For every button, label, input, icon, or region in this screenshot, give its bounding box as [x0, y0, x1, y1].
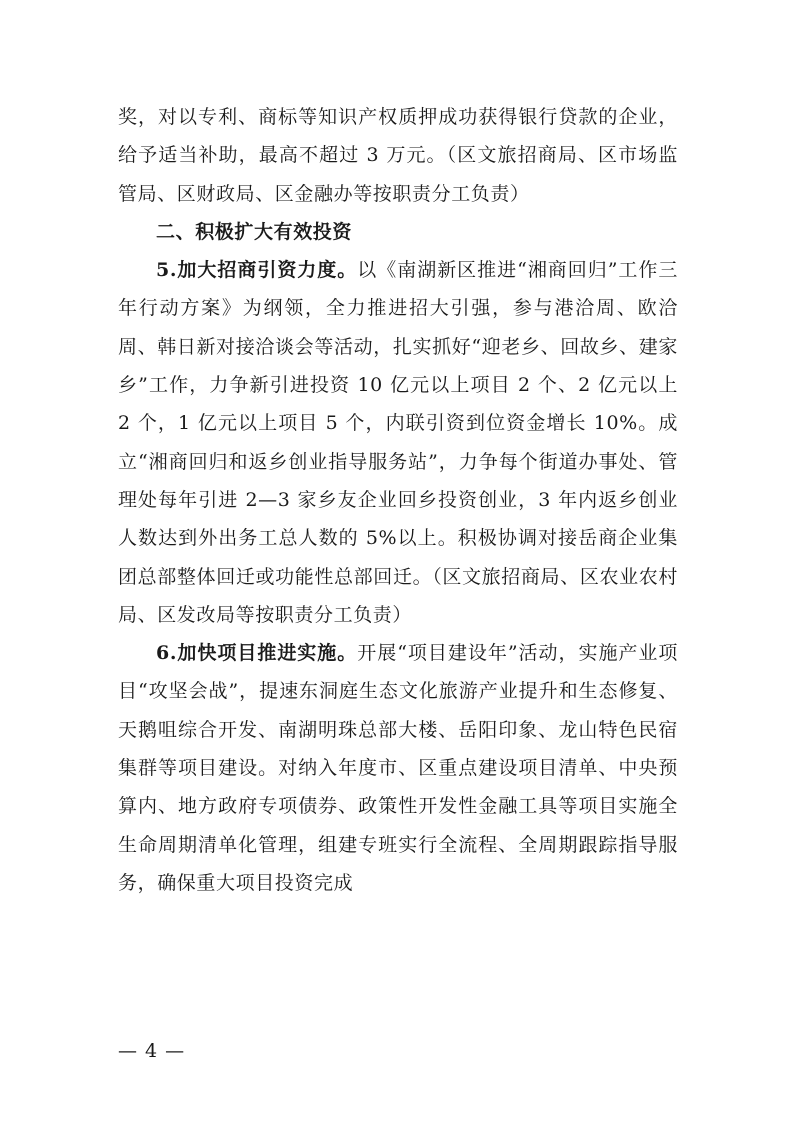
page-number: — 4 —	[118, 1040, 186, 1062]
paragraph-item-6	[118, 634, 678, 902]
item-6-lead: 6.加快项目推进实施。	[156, 642, 358, 665]
section-heading	[118, 213, 678, 251]
paragraph-continuation	[118, 98, 678, 213]
paragraph-item-5	[118, 251, 678, 634]
section-heading-text: 二、积极扩大有效投资	[156, 220, 353, 243]
document-body	[118, 98, 678, 902]
item-6-text: 开展“项目建设年”活动，实施产业项目“攻坚会战”，提速东洞庭生态文化旅游产业提升和生态修复、天鹅咀综合开发、南湖明珠总部大楼、岳阳印象、龙山特色民宿集群等项目建设。对纳入年度市、区重点建设项目清单、中央预算内、地方政府专项债券、政策性开发性金融工具等项目实施全生命周期清单化管理，组建专班实行全流程、全周期跟踪指导服务，确保重大项目投资完成	[118, 642, 678, 894]
item-5-lead: 5.加大招商引资力度。	[156, 259, 358, 282]
item-5-text: 以《南湖新区推进“湘商回归”工作三年行动方案》为纲领，全力推进招大引强，参与港洽周、欧洽周、韩日新对接洽谈会等活动，扎实抓好“迎老乡、回故乡、建家乡”工作，力争新引进投资 10 亿元以上项目 2 个、2 亿元以上 2 个，1 亿元以上项目 5 个，内联引资到位资金增长 10%。成立“湘商回归和返乡创业指导服务站”，力争每个街道办事处、管理处每年引进 2—3 家乡友企业回乡投资创业，3 年内返乡创业人数达到外出务工总人数的 5%以上。积极协调对接岳商企业集团总部整体回迁或功能性总部回迁。（区文旅招商局、区农业农村局、区发改局等按职责分工负责）	[118, 259, 678, 626]
paragraph-text: 奖，对以专利、商标等知识产权质押成功获得银行贷款的企业，给予适当补助，最高不超过 3 万元。（区文旅招商局、区市场监管局、区财政局、区金融办等按职责分工负责）	[118, 106, 678, 205]
